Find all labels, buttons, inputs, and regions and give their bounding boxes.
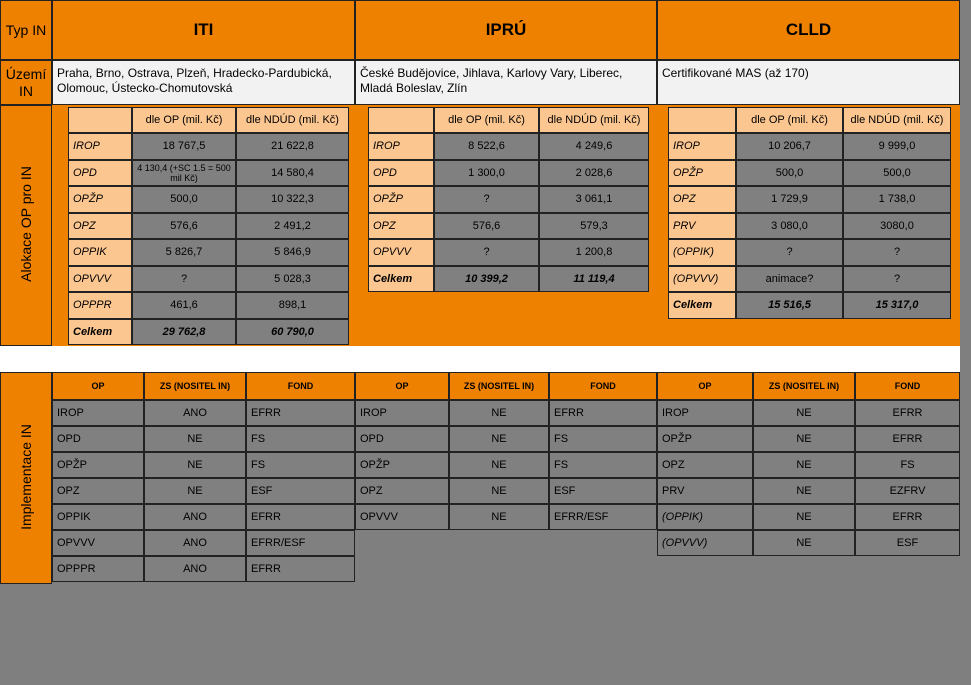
ipru-row-ndud-value: 579,3 — [539, 213, 649, 240]
iti-impl-header-fond: FOND — [246, 372, 355, 400]
ipru-header-blank — [368, 107, 434, 133]
clld-impl-header-op: OP — [657, 372, 753, 400]
clld-impl-fond: ESF — [855, 530, 960, 556]
iti-header-blank — [68, 107, 132, 133]
ipru-row-ndud-value: 3 061,1 — [539, 186, 649, 213]
ipru-row-op: Celkem — [368, 266, 434, 293]
ipru-row-op-value: 1 300,0 — [434, 160, 539, 187]
clld-impl-zs: NE — [753, 530, 855, 556]
clld-impl-zs: NE — [753, 400, 855, 426]
iti-impl-zs: ANO — [144, 504, 246, 530]
clld-row-ndud-value: ? — [843, 239, 951, 266]
iti-row-op: IROP — [68, 133, 132, 160]
clld-row-ndud-value: 15 317,0 — [843, 292, 951, 319]
iti-impl-op: OPZ — [52, 478, 144, 504]
clld-row-ndud-value: 9 999,0 — [843, 133, 951, 160]
iti-row-op-value: 5 826,7 — [132, 239, 236, 266]
iti-row-op-value: 500,0 — [132, 186, 236, 213]
iti-impl-op: OPPPR — [52, 556, 144, 582]
clld-header-blank — [668, 107, 736, 133]
iti-impl-zs: ANO — [144, 530, 246, 556]
ipru-impl-header-zs: ZS (NOSITEL IN) — [449, 372, 549, 400]
ipru-row-op-value: 8 522,6 — [434, 133, 539, 160]
ipru-header-ndud: dle NDÚD (mil. Kč) — [539, 107, 649, 133]
iti-impl-fond: EFRR — [246, 504, 355, 530]
uzemi-clld: Certifikované MAS (až 170) — [657, 60, 960, 105]
ipru-row-op-value: ? — [434, 239, 539, 266]
iti-impl-fond: FS — [246, 452, 355, 478]
clld-row-op-value: ? — [736, 239, 843, 266]
uzemi-iti: Praha, Brno, Ostrava, Plzeň, Hradecko-Pardubická, Olomouc, Ústecko-Chomutovská — [52, 60, 355, 105]
clld-row-ndud-value: 500,0 — [843, 160, 951, 187]
clld-impl-fond: EFRR — [855, 426, 960, 452]
ipru-impl-op: OPŽP — [355, 452, 449, 478]
clld-impl-zs: NE — [753, 478, 855, 504]
alokace-label-cell — [0, 105, 52, 346]
typ-in-label: Typ IN — [0, 0, 52, 60]
ipru-impl-fond: ESF — [549, 478, 657, 504]
ipru-row-ndud-value: 11 119,4 — [539, 266, 649, 293]
clld-row-op-value: 3 080,0 — [736, 213, 843, 240]
clld-row-op-value: 15 516,5 — [736, 292, 843, 319]
clld-row-op-value: 1 729,9 — [736, 186, 843, 213]
ipru-row-ndud-value: 4 249,6 — [539, 133, 649, 160]
clld-impl-fond: EFRR — [855, 504, 960, 530]
clld-impl-zs: NE — [753, 452, 855, 478]
iti-row-op: OPVVV — [68, 266, 132, 293]
iti-impl-op: OPD — [52, 426, 144, 452]
clld-row-op: (OPPIK) — [668, 239, 736, 266]
ipru-impl-op: OPD — [355, 426, 449, 452]
ipru-row-op: OPŽP — [368, 186, 434, 213]
iti-impl-op: OPVVV — [52, 530, 144, 556]
ipru-impl-fond: FS — [549, 452, 657, 478]
ipru-row-op: OPZ — [368, 213, 434, 240]
impl-label-cell — [0, 372, 52, 584]
ipru-row-op-value: 576,6 — [434, 213, 539, 240]
clld-row-op-value: animace? — [736, 266, 843, 293]
clld-row-op: Celkem — [668, 292, 736, 319]
iti-impl-header-op: OP — [52, 372, 144, 400]
iti-impl-zs: NE — [144, 452, 246, 478]
iti-row-op-value: 461,6 — [132, 292, 236, 319]
ipru-row-op-value: 10 399,2 — [434, 266, 539, 293]
iti-row-op-value: 29 762,8 — [132, 319, 236, 346]
clld-impl-op: OPZ — [657, 452, 753, 478]
iti-row-op: OPD — [68, 160, 132, 187]
clld-row-op: PRV — [668, 213, 736, 240]
ipru-impl-fond: EFRR — [549, 400, 657, 426]
impl-label: Implementace IN — [18, 424, 34, 530]
clld-impl-op: (OPVVV) — [657, 530, 753, 556]
uzemi-label: Území IN — [0, 60, 52, 105]
iti-row-op-value: 4 130,4 (+SC 1.5 = 500 mil Kč) — [132, 160, 236, 187]
iti-impl-op: IROP — [52, 400, 144, 426]
iti-row-op-value: ? — [132, 266, 236, 293]
iti-row-op: Celkem — [68, 319, 132, 346]
iti-row-ndud-value: 21 622,8 — [236, 133, 349, 160]
ipru-row-ndud-value: 1 200,8 — [539, 239, 649, 266]
ipru-row-op: OPD — [368, 160, 434, 187]
iti-impl-zs: NE — [144, 426, 246, 452]
ipru-impl-op: OPZ — [355, 478, 449, 504]
iti-impl-zs: ANO — [144, 400, 246, 426]
iti-row-ndud-value: 60 790,0 — [236, 319, 349, 346]
clld-impl-op: (OPPIK) — [657, 504, 753, 530]
ipru-impl-fond: EFRR/ESF — [549, 504, 657, 530]
iti-header-ndud: dle NDÚD (mil. Kč) — [236, 107, 349, 133]
ipru-row-ndud-value: 2 028,6 — [539, 160, 649, 187]
ipru-impl-op: OPVVV — [355, 504, 449, 530]
clld-row-ndud-value: 3080,0 — [843, 213, 951, 240]
ipru-row-op: OPVVV — [368, 239, 434, 266]
iti-row-ndud-value: 5 028,3 — [236, 266, 349, 293]
iti-header: ITI — [52, 0, 355, 60]
iti-impl-fond: ESF — [246, 478, 355, 504]
iti-row-ndud-value: 5 846,9 — [236, 239, 349, 266]
iti-row-op-value: 18 767,5 — [132, 133, 236, 160]
clld-impl-header-fond: FOND — [855, 372, 960, 400]
ipru-impl-header-fond: FOND — [549, 372, 657, 400]
clld-impl-fond: EZFRV — [855, 478, 960, 504]
clld-row-op-value: 10 206,7 — [736, 133, 843, 160]
ipru-header-op: dle OP (mil. Kč) — [434, 107, 539, 133]
clld-impl-op: IROP — [657, 400, 753, 426]
iti-row-op: OPŽP — [68, 186, 132, 213]
uzemi-ipru: České Budějovice, Jihlava, Karlovy Vary, Liberec, Mladá Boleslav, Zlín — [355, 60, 657, 105]
separator — [0, 346, 960, 372]
iti-impl-zs: NE — [144, 478, 246, 504]
ipru-impl-zs: NE — [449, 400, 549, 426]
clld-header-ndud: dle NDÚD (mil. Kč) — [843, 107, 951, 133]
iti-impl-fond: FS — [246, 426, 355, 452]
iti-row-ndud-value: 10 322,3 — [236, 186, 349, 213]
ipru-impl-zs: NE — [449, 426, 549, 452]
ipru-impl-zs: NE — [449, 504, 549, 530]
iti-impl-op: OPŽP — [52, 452, 144, 478]
ipru-impl-header-op: OP — [355, 372, 449, 400]
clld-row-ndud-value: 1 738,0 — [843, 186, 951, 213]
clld-row-op: OPZ — [668, 186, 736, 213]
iti-row-ndud-value: 14 580,4 — [236, 160, 349, 187]
ipru-impl-op: IROP — [355, 400, 449, 426]
alokace-label: Alokace OP pro IN — [18, 166, 34, 282]
ipru-header: IPRÚ — [355, 0, 657, 60]
iti-row-ndud-value: 2 491,2 — [236, 213, 349, 240]
clld-header: CLLD — [657, 0, 960, 60]
clld-impl-zs: NE — [753, 504, 855, 530]
iti-impl-fond: EFRR — [246, 400, 355, 426]
ipru-impl-fond: FS — [549, 426, 657, 452]
clld-row-op: (OPVVV) — [668, 266, 736, 293]
clld-impl-op: PRV — [657, 478, 753, 504]
iti-impl-op: OPPIK — [52, 504, 144, 530]
clld-row-op-value: 500,0 — [736, 160, 843, 187]
ipru-row-op-value: ? — [434, 186, 539, 213]
iti-row-op-value: 576,6 — [132, 213, 236, 240]
iti-row-op: OPPIK — [68, 239, 132, 266]
iti-impl-header-zs: ZS (NOSITEL IN) — [144, 372, 246, 400]
clld-row-op: IROP — [668, 133, 736, 160]
ipru-impl-zs: NE — [449, 452, 549, 478]
clld-impl-zs: NE — [753, 426, 855, 452]
ipru-impl-zs: NE — [449, 478, 549, 504]
clld-impl-op: OPŽP — [657, 426, 753, 452]
clld-impl-header-zs: ZS (NOSITEL IN) — [753, 372, 855, 400]
iti-impl-fond: EFRR/ESF — [246, 530, 355, 556]
clld-header-op: dle OP (mil. Kč) — [736, 107, 843, 133]
clld-row-ndud-value: ? — [843, 266, 951, 293]
clld-impl-fond: EFRR — [855, 400, 960, 426]
clld-impl-fond: FS — [855, 452, 960, 478]
iti-impl-zs: ANO — [144, 556, 246, 582]
iti-impl-fond: EFRR — [246, 556, 355, 582]
ipru-row-op: IROP — [368, 133, 434, 160]
clld-row-op: OPŽP — [668, 160, 736, 187]
iti-row-op: OPPPR — [68, 292, 132, 319]
iti-row-ndud-value: 898,1 — [236, 292, 349, 319]
iti-header-op: dle OP (mil. Kč) — [132, 107, 236, 133]
iti-row-op: OPZ — [68, 213, 132, 240]
